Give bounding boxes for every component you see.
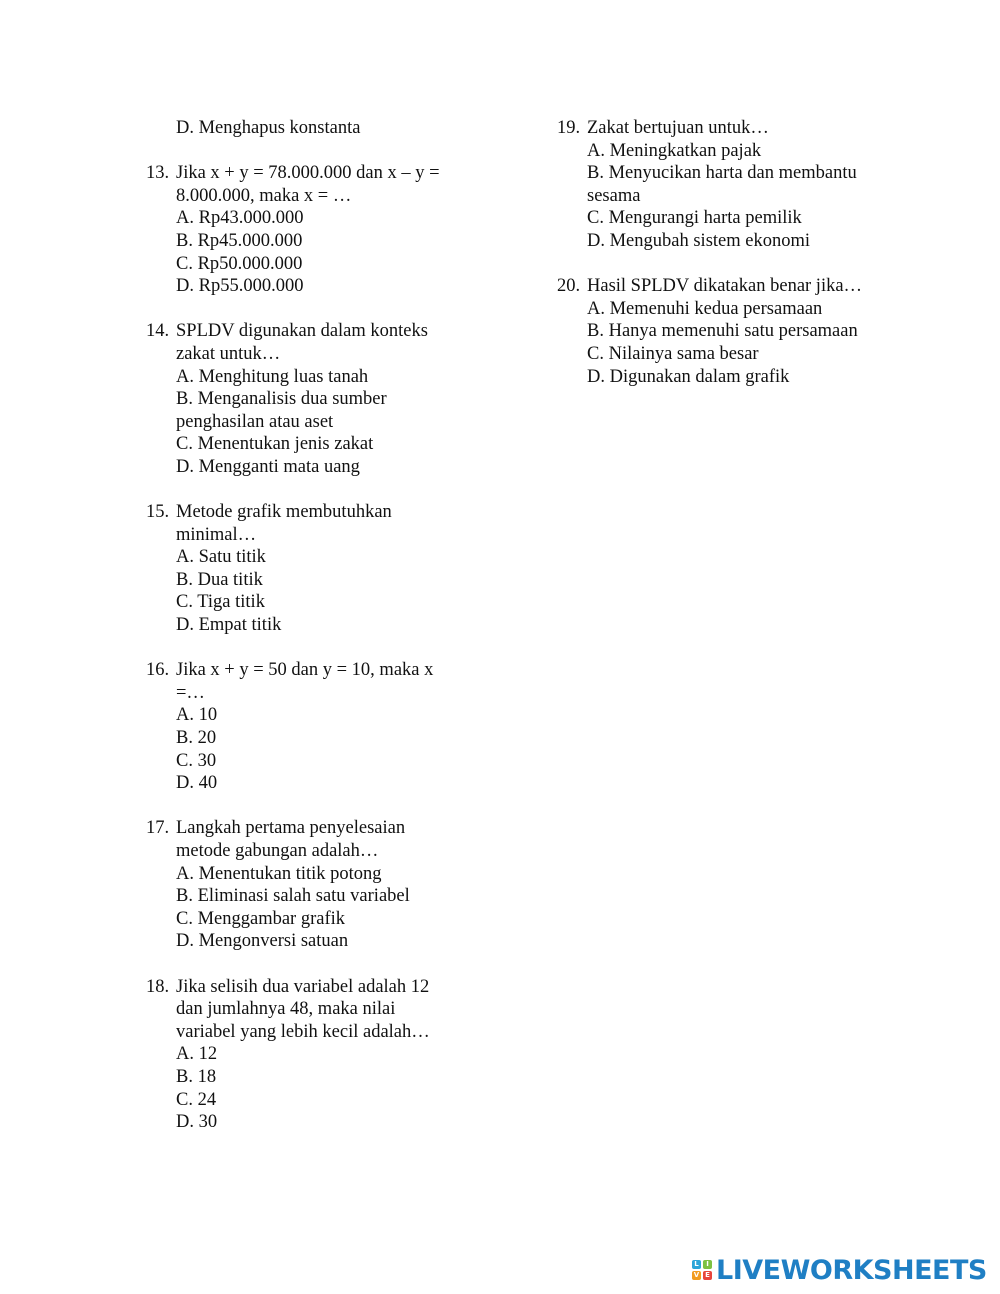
answer-option: A. Rp43.000.000 — [176, 208, 304, 229]
question-text: Jika x + y = 50 dan y = 10, maka x — [176, 660, 434, 681]
question-14 — [146, 320, 476, 478]
answer-option: A. Menghitung luas tanah — [176, 366, 369, 387]
logo-mark-letter: E — [703, 1271, 712, 1280]
question-text: Hasil SPLDV dikatakan benar jika… — [587, 276, 863, 297]
question-12-option-d — [146, 117, 476, 140]
question-text: =… — [176, 682, 205, 703]
answer-option: D. Rp55.000.000 — [176, 276, 304, 297]
answer-option: penghasilan atau aset — [176, 411, 334, 432]
answer-option: B. 18 — [176, 1066, 217, 1087]
answer-option: sesama — [587, 185, 641, 206]
liveworksheets-logo — [692, 1255, 987, 1285]
answer-option: D. Mengonversi satuan — [176, 931, 349, 952]
question-15 — [146, 501, 476, 637]
question-text: SPLDV digunakan dalam konteks — [176, 321, 428, 342]
question-number: 14. — [146, 321, 170, 342]
answer-option: C. Tiga titik — [176, 592, 265, 613]
answer-option: A. Menentukan titik potong — [176, 863, 382, 884]
question-text: metode gabungan adalah… — [176, 841, 379, 861]
logo-mark-letter: I — [703, 1260, 712, 1269]
logo-mark-letter: L — [692, 1260, 701, 1269]
right-question-list — [557, 117, 897, 388]
answer-option: A. 10 — [176, 705, 218, 726]
question-number: 13. — [146, 163, 170, 184]
answer-option: B. Menyucikan harta dan membantu — [587, 163, 857, 184]
answer-option: C. Menentukan jenis zakat — [176, 434, 374, 455]
question-text: dan jumlahnya 48, maka nilai — [176, 999, 396, 1020]
answer-option: B. 20 — [176, 728, 217, 749]
question-text: Jika selisih dua variabel adalah 12 — [176, 976, 430, 997]
answer-option: A. Memenuhi kedua persamaan — [587, 298, 823, 319]
answer-option: C. 30 — [176, 750, 217, 771]
question-number: 20. — [557, 276, 581, 297]
question-text: Langkah pertama penyelesaian — [176, 818, 406, 839]
right-column — [557, 117, 897, 411]
answer-option: D. 40 — [176, 773, 218, 794]
question-text: minimal… — [176, 524, 257, 545]
question-text: Zakat bertujuan untuk… — [587, 118, 769, 138]
question-number: 16. — [146, 660, 170, 681]
question-18 — [146, 976, 476, 1134]
question-number: 18. — [146, 976, 170, 997]
question-text: variabel yang lebih kecil adalah… — [176, 1021, 430, 1042]
answer-option: C. 24 — [176, 1089, 217, 1110]
left-question-list — [146, 162, 476, 1134]
question-text: 8.000.000, maka x = … — [176, 185, 352, 206]
answer-option: A. Satu titik — [176, 547, 266, 568]
question-number: 15. — [146, 502, 170, 523]
question-13 — [146, 162, 476, 298]
question-20 — [557, 275, 897, 388]
question-text: Jika x + y = 78.000.000 dan x – y = — [176, 163, 440, 184]
answer-option: C. Menggambar grafik — [176, 908, 346, 929]
answer-option: D. Mengganti mata uang — [176, 456, 360, 477]
answer-option: D. 30 — [176, 1112, 218, 1133]
answer-option: D. Empat titik — [176, 615, 282, 636]
answer-option: D. Mengubah sistem ekonomi — [587, 230, 811, 251]
question-19 — [557, 117, 897, 253]
question-16 — [146, 659, 476, 795]
question-17 — [146, 817, 476, 953]
question-number: 19. — [557, 118, 581, 138]
question-text: Metode grafik membutuhkan — [176, 502, 392, 523]
answer-option: D. Digunakan dalam grafik — [587, 366, 790, 387]
answer-option: B. Hanya memenuhi satu persamaan — [587, 321, 858, 342]
answer-option: A. 12 — [176, 1044, 218, 1065]
question-text: zakat untuk… — [176, 343, 281, 364]
logo-mark-icon — [692, 1260, 712, 1280]
question-number: 17. — [146, 818, 170, 839]
left-column — [146, 117, 476, 1156]
answer-option: C. Nilainya sama besar — [587, 343, 759, 364]
answer-option: B. Menganalisis dua sumber — [176, 389, 387, 410]
answer-option: B. Rp45.000.000 — [176, 230, 303, 251]
answer-option: B. Dua titik — [176, 569, 263, 590]
option: D. Menghapus konstanta — [176, 118, 361, 138]
logo-mark-letter: V — [693, 1271, 700, 1279]
answer-option: B. Eliminasi salah satu variabel — [176, 886, 410, 907]
answer-option: C. Mengurangi harta pemilik — [587, 208, 802, 229]
answer-option: C. Rp50.000.000 — [176, 253, 303, 274]
answer-option: A. Meningkatkan pajak — [587, 140, 762, 161]
logo-text: LIVEWORKSHEETS — [716, 1254, 987, 1286]
